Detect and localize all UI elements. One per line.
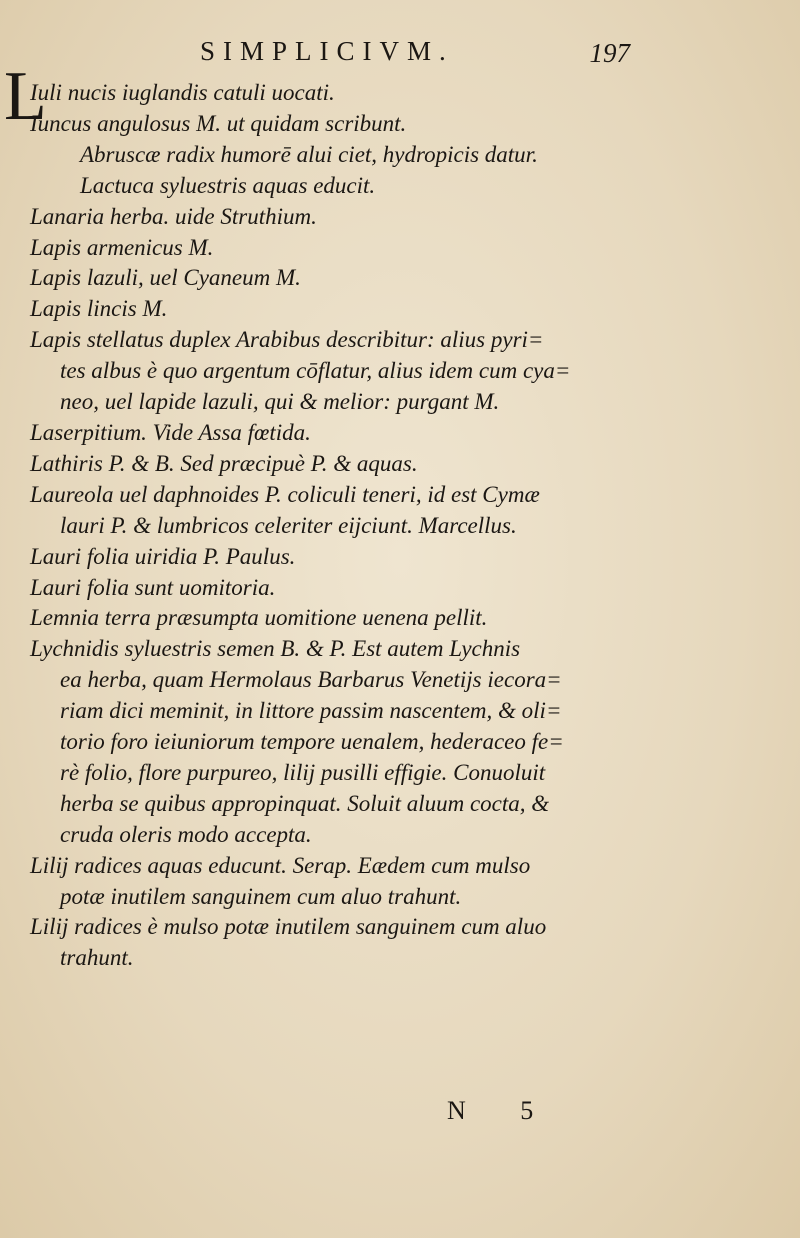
text-line: Lanaria herba. uide Struthium. bbox=[30, 203, 317, 229]
text-line: Laserpitium. Vide Assa fœtida. bbox=[30, 419, 311, 445]
page-number: 197 bbox=[589, 38, 630, 68]
text-line: torio foro ieiuniorum tempore uenalem, hederaceo fe= bbox=[60, 729, 564, 755]
text-line: ea herba, quam Hermolaus Barbarus Venetijs iecora= bbox=[60, 667, 562, 693]
text-line: Lauri folia uiridia P. Paulus. bbox=[30, 543, 296, 569]
text-body bbox=[30, 78, 750, 974]
text-line: riam dici meminit, in littore passim nascentem, & oli= bbox=[60, 698, 562, 724]
text-line: Lapis lazuli, uel Cyaneum M. bbox=[30, 265, 301, 291]
drop-cap: L bbox=[4, 58, 47, 135]
text-line: potæ inutilem sanguinem cum aluo trahunt. bbox=[60, 883, 462, 909]
text-line: cruda oleris modo accepta. bbox=[60, 821, 312, 847]
text-line: Laureola uel daphnoides P. coliculi teneri, id est Cymæ bbox=[30, 481, 540, 507]
text-line: Lactuca syluestris aquas educit. bbox=[80, 172, 376, 198]
text-line: Lemnia terra præsumpta uomitione uenena pellit. bbox=[30, 605, 488, 631]
running-head: SIMPLICIVM. bbox=[200, 36, 454, 66]
text-line: Abruscæ radix humorē alui ciet, hydropicis datur. bbox=[80, 141, 538, 167]
text-line: Lychnidis syluestris semen B. & P. Est autem Lychnis bbox=[30, 636, 521, 662]
text-line: rè folio, flore purpureo, lilij pusilli effigie. Conuoluit bbox=[60, 759, 546, 785]
text-line: Lauri folia sunt uomitoria. bbox=[30, 574, 276, 600]
text-line: Lilij radices aquas educunt. Serap. Eædem cum mulso bbox=[30, 852, 531, 878]
text-line: herba se quibus appropinquat. Soluit aluum cocta, & bbox=[60, 790, 550, 816]
text-line: Iuncus angulosus M. ut quidam scribunt. bbox=[30, 110, 407, 136]
text-line: lauri P. & lumbricos celeriter eijciunt. Marcellus. bbox=[60, 512, 517, 538]
text-line: Lapis stellatus duplex Arabibus describitur: alius pyri= bbox=[30, 327, 544, 353]
text-line: Lapis armenicus M. bbox=[30, 234, 214, 260]
text-line: Lapis lincis M. bbox=[30, 296, 168, 322]
text-line: neo, uel lapide lazuli, qui & melior: purgant M. bbox=[60, 389, 500, 415]
signature-mark: N 5 bbox=[447, 1096, 558, 1125]
text-line: Lilij radices è mulso potæ inutilem sanguinem cum aluo bbox=[30, 914, 547, 940]
text-line: Lathiris P. & B. Sed præcipuè P. & aquas. bbox=[30, 450, 418, 476]
text-line: Iuli nucis iuglandis catuli uocati. bbox=[30, 80, 335, 105]
text-line: trahunt. bbox=[60, 945, 134, 971]
text-line: tes albus è quo argentum cōflatur, alius idem cum cya= bbox=[60, 358, 571, 384]
page-header bbox=[190, 30, 630, 74]
